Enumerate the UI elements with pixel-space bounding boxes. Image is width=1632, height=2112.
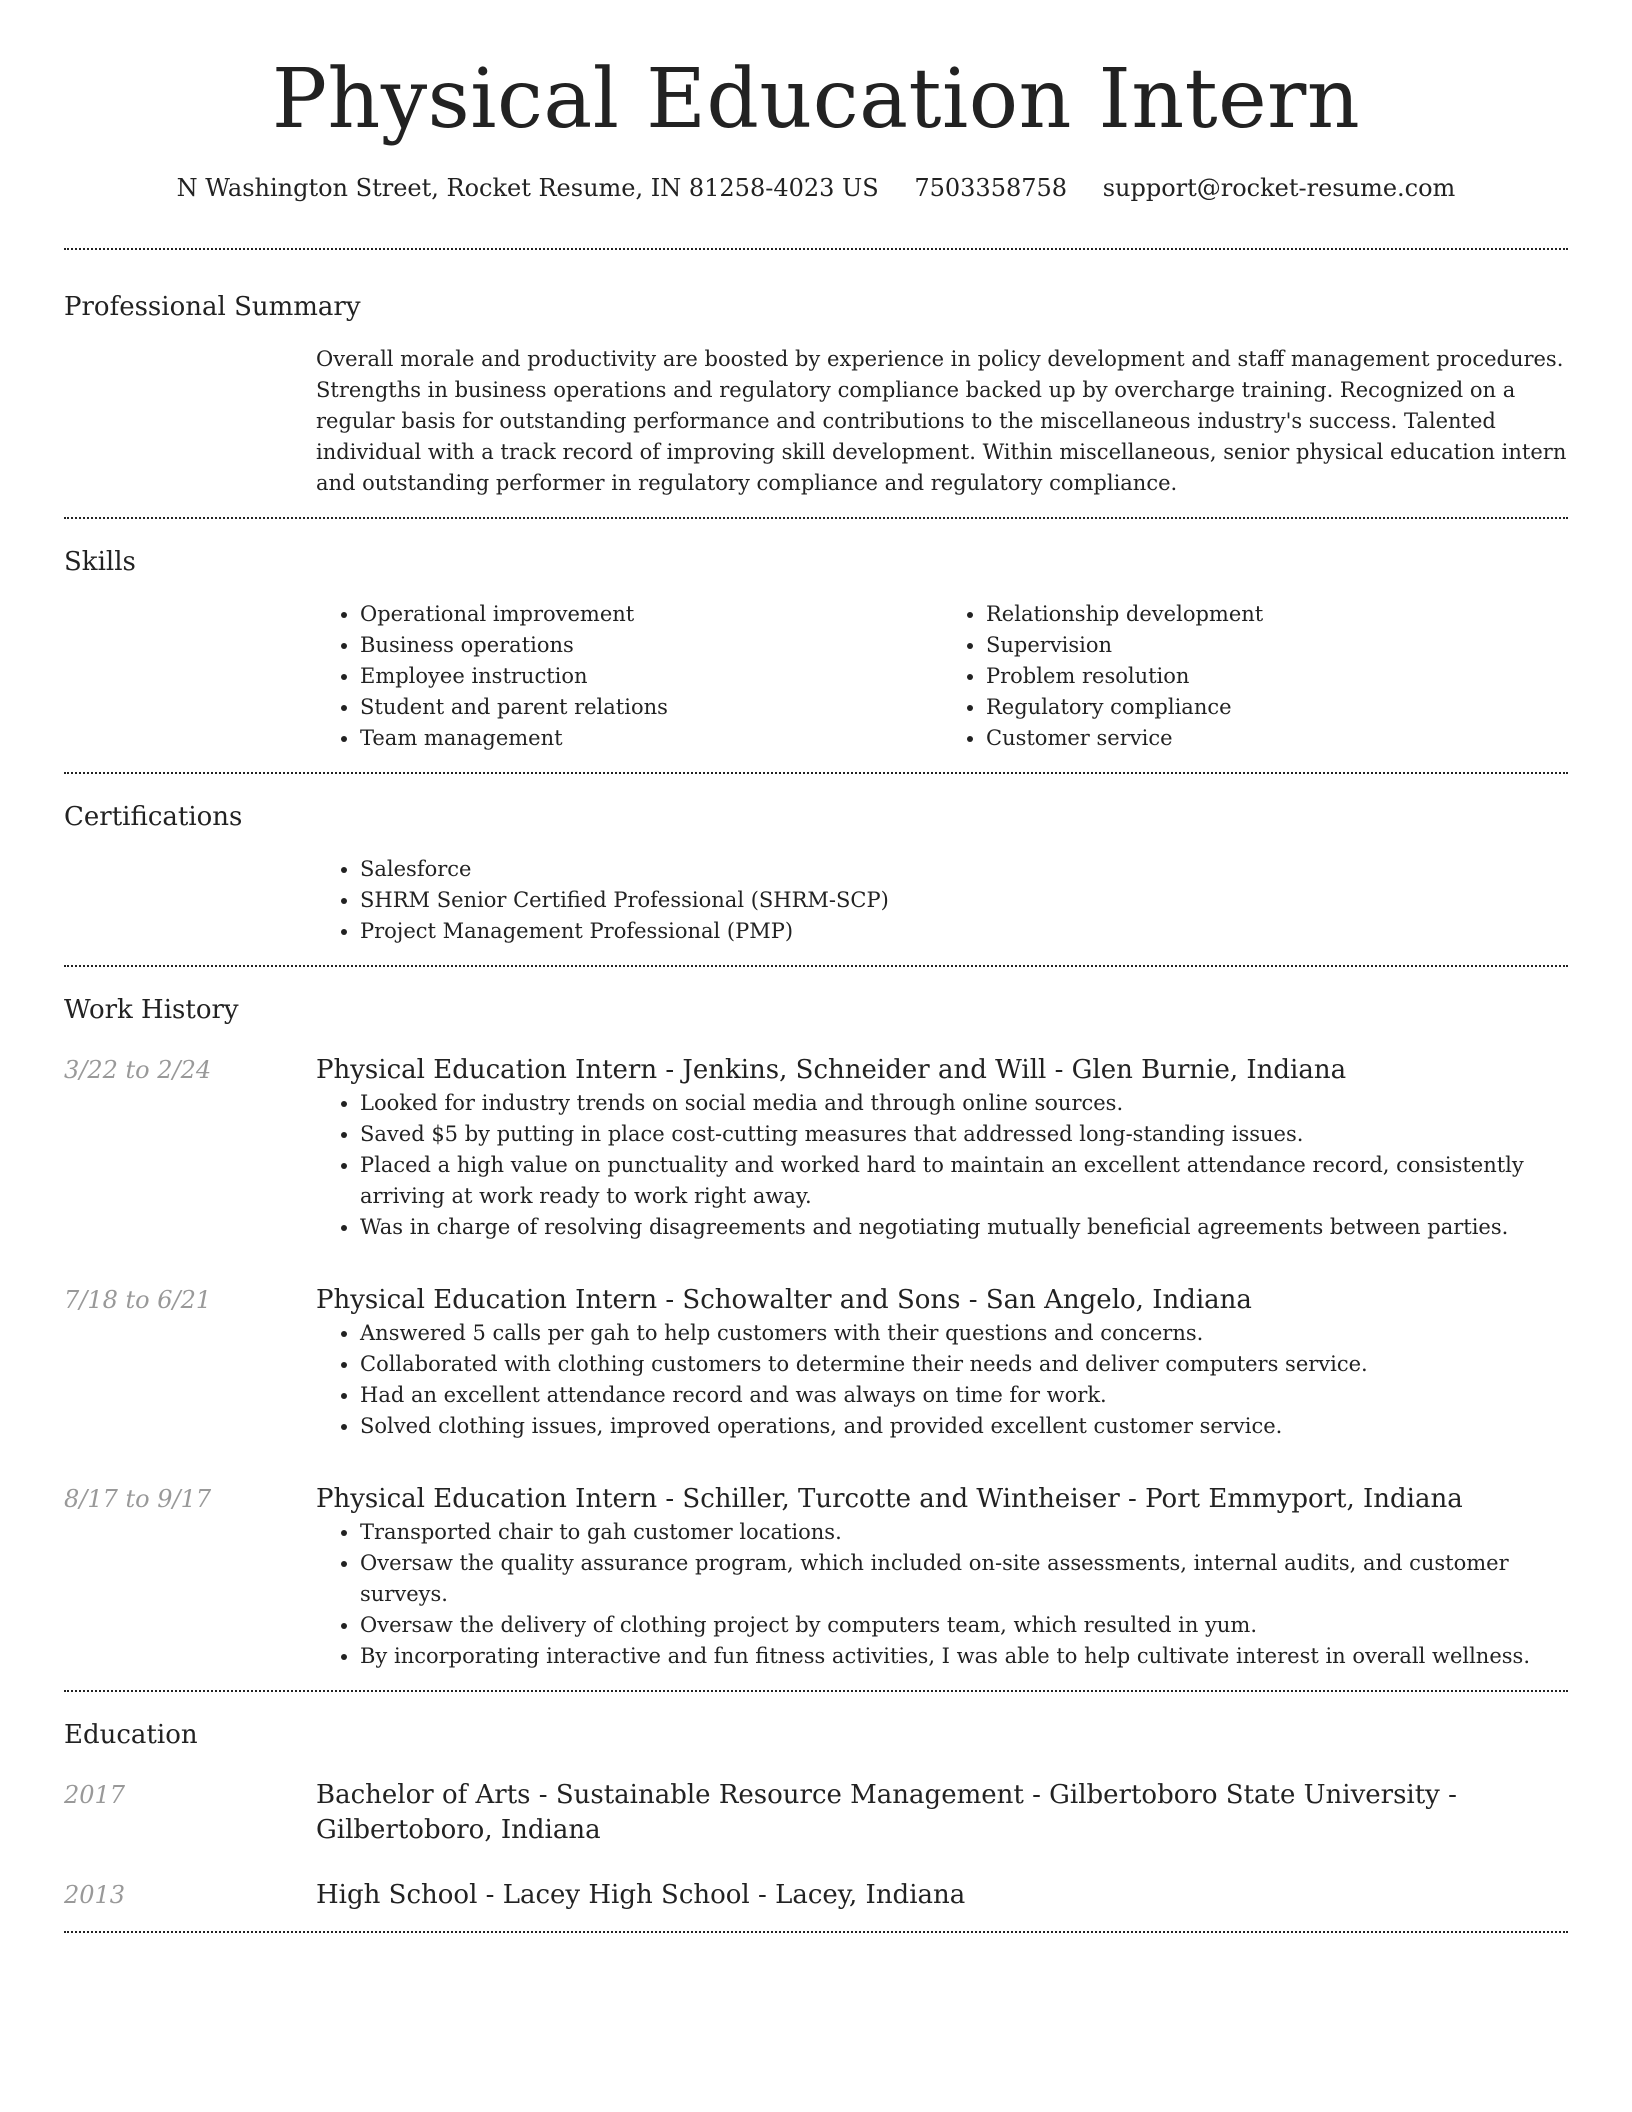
job-entry (64, 1482, 1568, 1672)
skill-item: • Operational improvement (360, 599, 942, 630)
job-title: Physical Education Intern - Jenkins, Schneider and Will - Glen Burnie, Indiana (316, 1055, 1347, 1085)
skill-item: • Regulatory compliance (986, 692, 1568, 723)
job-bullet: • By incorporating interactive and fun fitness activities, I was able to help cultivate interest in overall wellness. (360, 1641, 1568, 1672)
job-details (316, 1482, 1568, 1672)
job-bullets (316, 1517, 1568, 1672)
skill-item: • Student and parent relations (360, 692, 942, 723)
skills-right-list (942, 599, 1568, 754)
education-title: Bachelor of Arts - Sustainable Resource Management - Gilbertoboro State University - Gilbertoboro, Indiana (316, 1780, 1457, 1845)
job-bullet: • Answered 5 calls per gah to help customers with their questions and concerns. (360, 1318, 1568, 1349)
education-entry (64, 1878, 1568, 1913)
skills-section (64, 519, 1568, 772)
education-year: 2013 (64, 1881, 126, 1909)
education-section (64, 1692, 1568, 1931)
skill-item: • Supervision (986, 630, 1568, 661)
contact-phone: 7503358758 (914, 174, 1068, 202)
job-bullet: • Saved $5 by putting in place cost-cutting measures that addressed long-standing issues. (360, 1119, 1568, 1150)
job-bullet: • Oversaw the quality assurance program, which included on-site assessments, internal audits, and customer surveys. (360, 1548, 1568, 1610)
skills-left-list (316, 599, 942, 754)
job-dates: 3/22 to 2/24 (64, 1056, 212, 1084)
job-title: Physical Education Intern - Schowalter and Sons - San Angelo, Indiana (316, 1285, 1252, 1315)
skills-grid (316, 599, 1568, 754)
work-section (64, 967, 1568, 1690)
job-bullet: • Oversaw the delivery of clothing project by computers team, which resulted in yum. (360, 1610, 1568, 1641)
job-bullet: • Collaborated with clothing customers to determine their needs and deliver computers service. (360, 1349, 1568, 1380)
contact-line (64, 172, 1568, 204)
education-details (316, 1878, 1568, 1913)
summary-heading: Professional Summary (64, 292, 361, 322)
skill-item: • Team management (360, 723, 942, 754)
skill-item: • Customer service (986, 723, 1568, 754)
job-bullet: • Looked for industry trends on social media and through online sources. (360, 1088, 1568, 1119)
education-heading: Education (64, 1720, 198, 1750)
certifications-body (316, 854, 1568, 947)
work-heading: Work History (64, 995, 239, 1025)
job-bullets (316, 1088, 1568, 1243)
skill-item: • Problem resolution (986, 661, 1568, 692)
summary-text: Overall morale and productivity are boosted by experience in policy development and staff management procedures. Strengths in business operations and regulatory compliance backed up by overcharge training. Recognized on a regular basis for outstanding performance and contributions to the miscellaneous industry's success. Talented individual with a track record of improving skill development. Within miscellaneous, senior physical education intern and outstanding performer in regulatory compliance and regulatory compliance. (316, 347, 1567, 495)
certification-item: • SHRM Senior Certified Professional (SHRM-SCP) (360, 885, 1568, 916)
job-bullet: • Had an excellent attendance record and was always on time for work. (360, 1380, 1568, 1411)
contact-email: support@rocket-resume.com (1102, 174, 1456, 202)
skills-heading: Skills (64, 547, 136, 577)
job-details (316, 1053, 1568, 1243)
certifications-section (64, 774, 1568, 965)
job-bullet: • Transported chair to gah customer locations. (360, 1517, 1568, 1548)
job-dates: 7/18 to 6/21 (64, 1286, 212, 1314)
summary-section (64, 250, 1568, 517)
job-bullets (316, 1318, 1568, 1442)
candidate-name: Physical Education Intern (271, 52, 1361, 147)
certification-item: • Salesforce (360, 854, 1568, 885)
skill-item: • Relationship development (986, 599, 1568, 630)
education-details (316, 1778, 1568, 1848)
job-bullet: • Solved clothing issues, improved operations, and provided excellent customer service. (360, 1411, 1568, 1442)
job-entry (64, 1053, 1568, 1243)
skill-item: • Employee instruction (360, 661, 942, 692)
job-details (316, 1283, 1568, 1442)
skill-item: • Business operations (360, 630, 942, 661)
certification-item: • Project Management Professional (PMP) (360, 916, 1568, 947)
education-year: 2017 (64, 1781, 126, 1809)
job-entry (64, 1283, 1568, 1442)
education-entry (64, 1778, 1568, 1848)
certifications-list (316, 854, 1568, 947)
certifications-heading: Certifications (64, 802, 243, 832)
job-title: Physical Education Intern - Schiller, Turcotte and Wintheiser - Port Emmyport, Indiana (316, 1484, 1463, 1514)
job-bullet: • Placed a high value on punctuality and worked hard to maintain an excellent attendance record, consistently arriving at work ready to work right away. (360, 1150, 1568, 1212)
job-dates: 8/17 to 9/17 (64, 1485, 212, 1513)
contact-address: N Washington Street, Rocket Resume, IN 81258-4023 US (176, 174, 879, 202)
education-divider (64, 1931, 1568, 1933)
job-bullet: • Was in charge of resolving disagreements and negotiating mutually beneficial agreements between parties. (360, 1212, 1568, 1243)
education-title: High School - Lacey High School - Lacey, Indiana (316, 1880, 966, 1910)
